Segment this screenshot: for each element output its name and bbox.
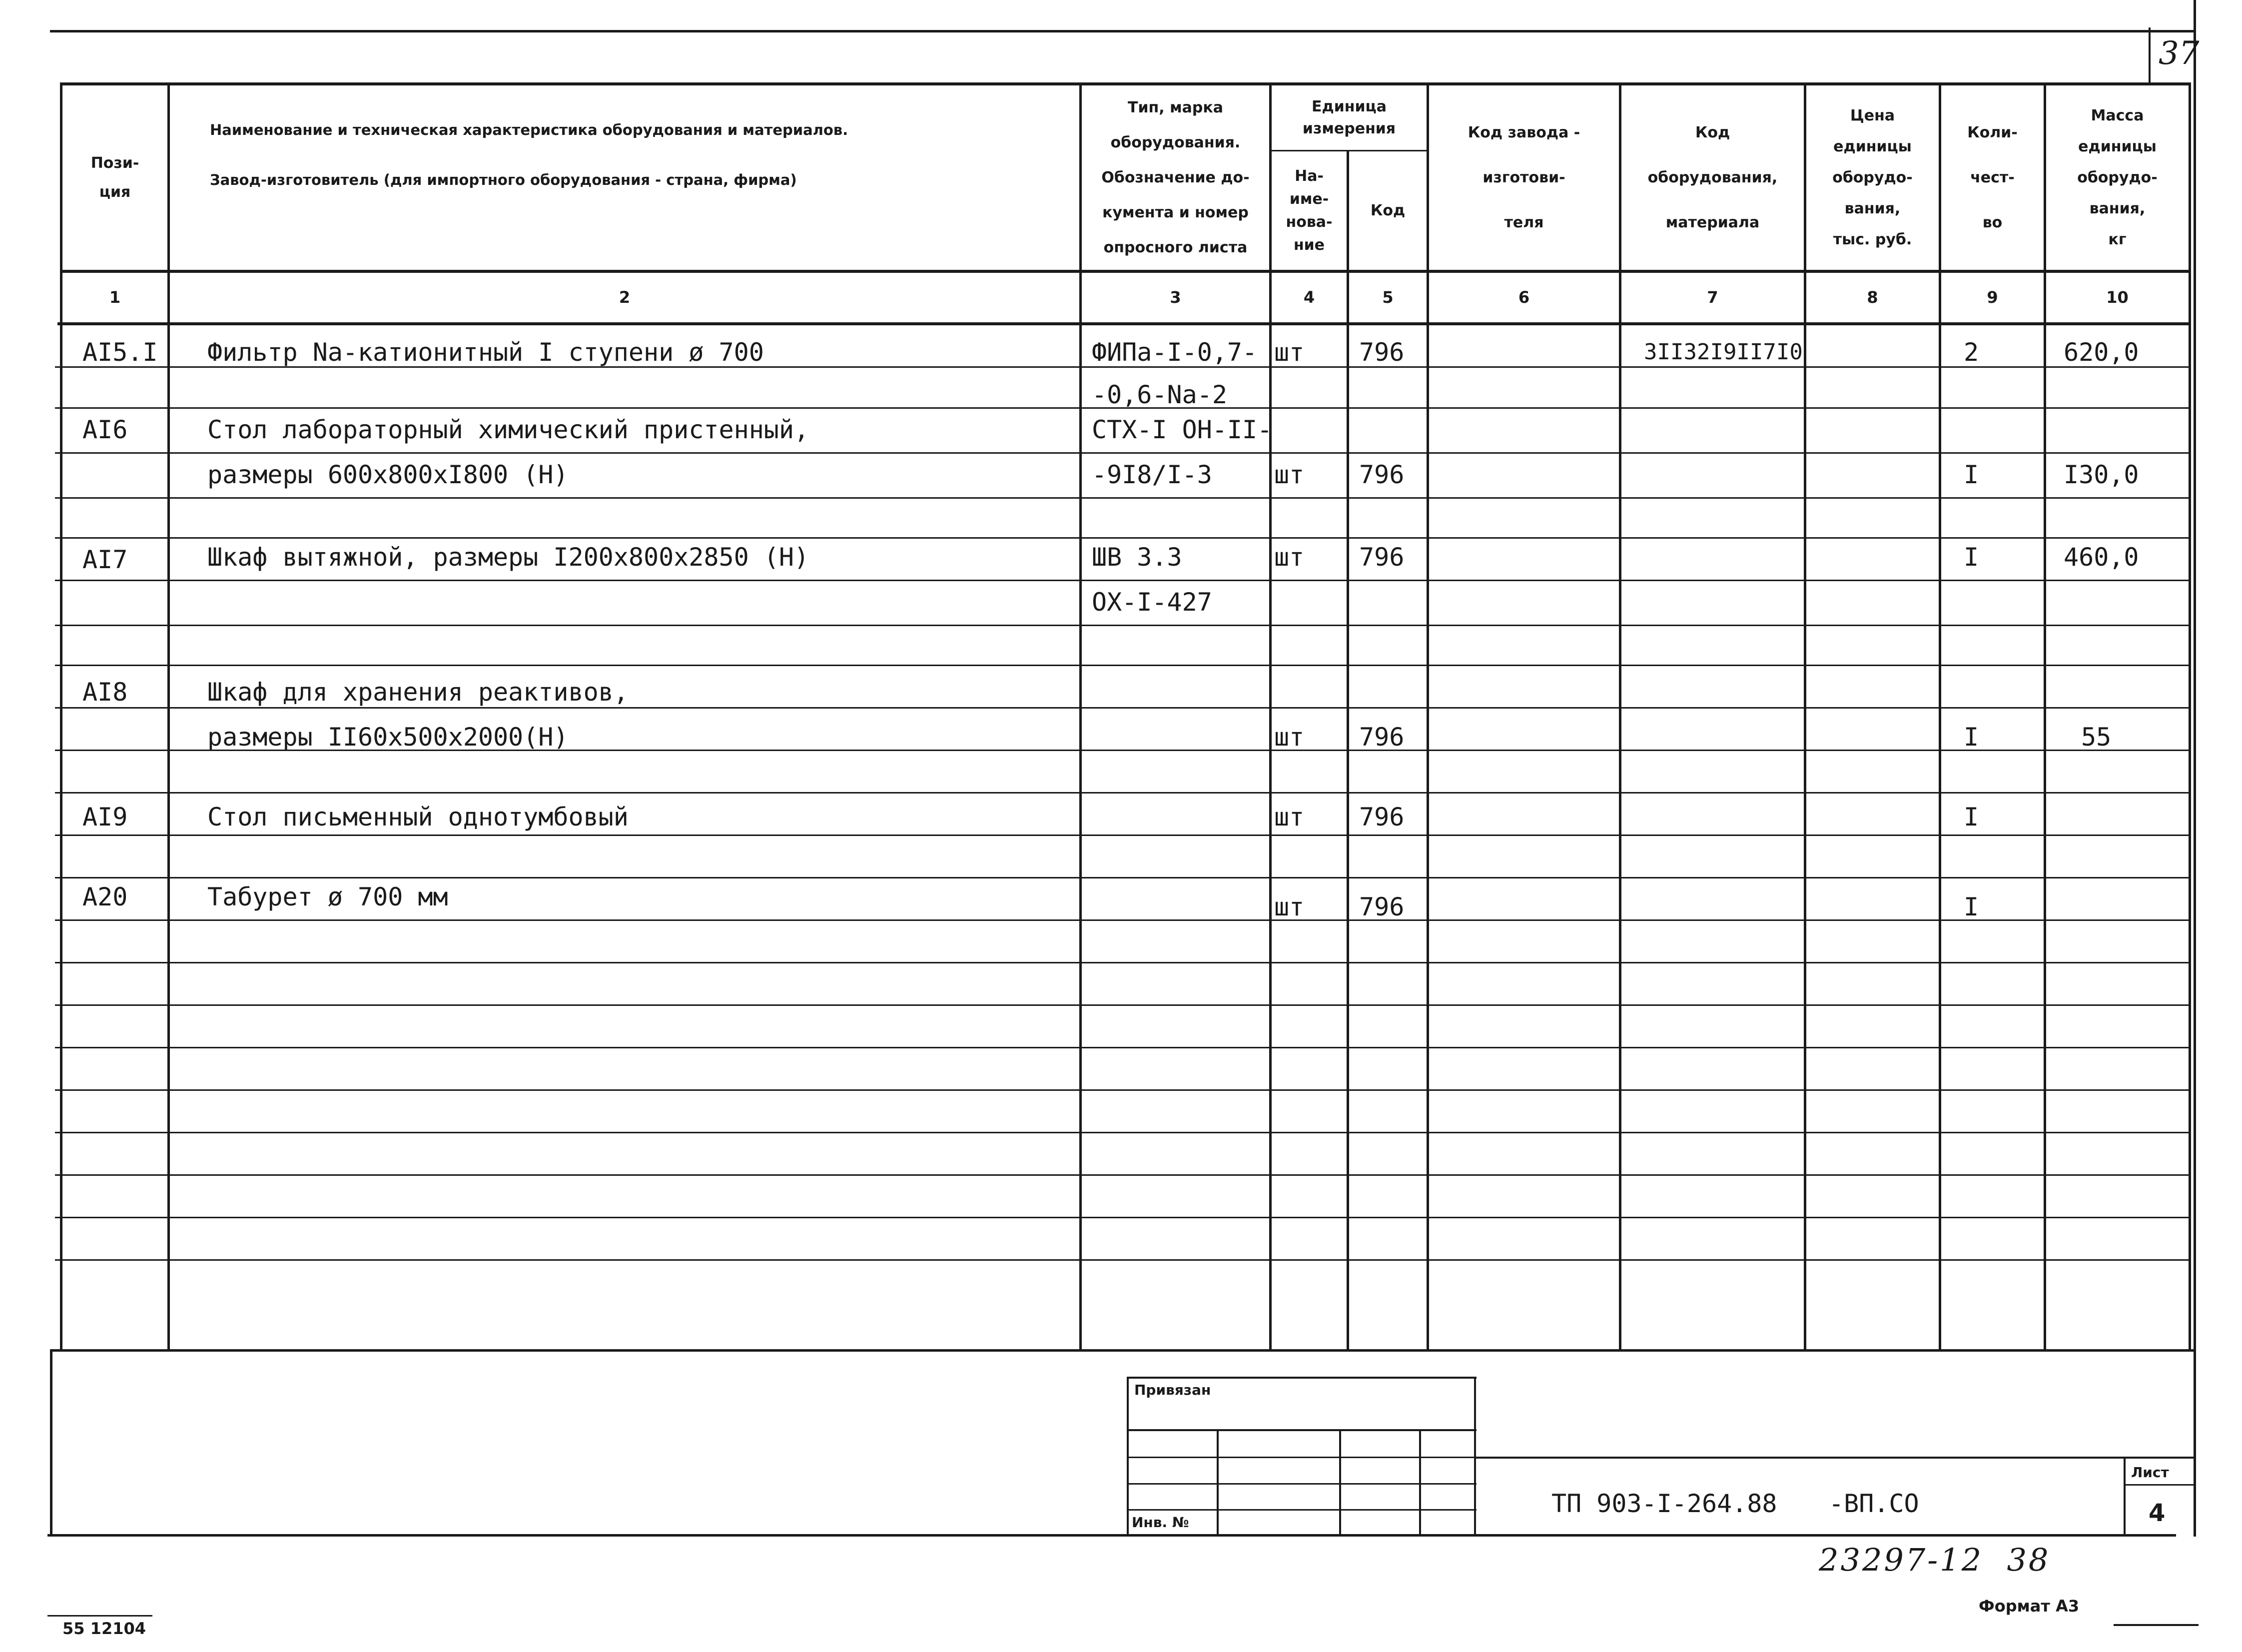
column-number: 10: [2106, 288, 2129, 307]
row-type: ШВ 3.3: [1092, 543, 1182, 572]
column-number: 5: [1382, 288, 1394, 307]
doc-code: ТП 903-I-264.88: [1551, 1489, 1777, 1518]
doc-suffix: -ВП.СО: [1829, 1489, 1919, 1518]
row-name: Фильтр Na-катионитный I ступени ø 700: [207, 338, 764, 367]
column-number: 9: [1987, 288, 1998, 307]
row-quantity: I: [1964, 723, 1979, 752]
row-position: AI8: [82, 678, 128, 707]
row-type: -0,6-Na-2: [1092, 380, 1227, 409]
column-number: 3: [1170, 288, 1181, 307]
column-number: 2: [619, 288, 631, 307]
row-position: A20: [82, 882, 128, 911]
row-position: AI9: [82, 803, 128, 831]
row-unit-code: 796: [1359, 892, 1405, 921]
row-name: Шкаф вытяжной, размеры I200х800х2850 (Н): [207, 543, 809, 572]
row-type: ОХ-I-427: [1092, 588, 1212, 617]
header-unit-group: Единица измерения: [1302, 97, 1396, 137]
handwritten-code: 23297-12 38: [1819, 1542, 2051, 1578]
left-code: 55 12104: [62, 1619, 146, 1638]
column-number: 1: [109, 288, 121, 307]
row-unit-code: 796: [1359, 338, 1405, 367]
row-name: Стол письменный однотумбовый: [207, 803, 629, 831]
row-quantity: I: [1964, 460, 1979, 489]
header-name: Наименование и техническая характеристика оборудования и материалов. Завод-изготовитель (для импортного оборудования - страна, фирма): [210, 121, 848, 188]
column-number: 8: [1867, 288, 1878, 307]
row-quantity: I: [1964, 892, 1979, 921]
header-quantity: Коли- чест- во: [1967, 123, 2018, 231]
header-unit-name: На- име- нова- ние: [1286, 167, 1333, 254]
row-unit: шт: [1274, 723, 1305, 752]
row-type: ФИПа-I-0,7-: [1092, 338, 1258, 367]
row-name: Табурет ø 700 мм: [207, 882, 448, 911]
header-price: Цена единицы оборудо- вания, тыс. руб.: [1832, 106, 1913, 248]
row-unit: шт: [1274, 892, 1305, 921]
row-name: размеры II60х500х2000(Н): [207, 723, 569, 752]
page-number: 37: [2159, 35, 2200, 72]
format-label: Формат А3: [1979, 1597, 2080, 1616]
inv-label: Инв. №: [1132, 1514, 1189, 1531]
bound-label: Привязан: [1134, 1382, 1211, 1398]
row-position: AI7: [82, 545, 128, 574]
row-unit: шт: [1274, 460, 1305, 489]
row-unit-code: 796: [1359, 543, 1405, 572]
row-mass: 460,0: [2064, 543, 2139, 572]
row-mass: I30,0: [2064, 460, 2139, 489]
row-name: Стол лабораторный химический пристенный,: [207, 415, 809, 444]
header-position: Пози- ция: [90, 154, 139, 201]
row-unit: шт: [1274, 803, 1305, 831]
row-quantity: I: [1964, 543, 1979, 572]
row-unit-code: 796: [1359, 460, 1405, 489]
row-unit: шт: [1274, 543, 1305, 572]
row-quantity: 2: [1964, 338, 1979, 367]
row-quantity: I: [1964, 803, 1979, 831]
row-type: СТХ-I ОН-II-: [1092, 415, 1273, 444]
row-unit-code: 796: [1359, 803, 1405, 831]
row-equip-code: 3II32I9II7I0: [1644, 339, 1803, 365]
column-number: 6: [1518, 288, 1530, 307]
header-equip-code: Код оборудования, материала: [1647, 123, 1778, 231]
row-name: размеры 600х800хI800 (Н): [207, 460, 569, 489]
row-name: Шкаф для хранения реактивов,: [207, 678, 629, 707]
row-unit: шт: [1274, 338, 1305, 367]
header-unit-code: Код: [1370, 201, 1406, 219]
header-type: Тип, марка оборудования. Обозначение до- кумента и номер опросного листа: [1101, 98, 1250, 256]
header-plant-code: Код завода - изготови- теля: [1468, 123, 1580, 231]
header-mass: Масса единицы оборудо- вания, кг: [2077, 106, 2158, 248]
column-number: 4: [1303, 288, 1315, 307]
sheet-value: 4: [2149, 1499, 2166, 1527]
row-type: -9I8/I-3: [1092, 460, 1212, 489]
row-unit-code: 796: [1359, 723, 1405, 752]
row-mass: 55: [2081, 723, 2112, 752]
row-mass: 620,0: [2064, 338, 2139, 367]
row-position: AI6: [82, 415, 128, 444]
column-number: 7: [1707, 288, 1718, 307]
sheet-label: Лист: [2131, 1464, 2169, 1481]
row-position: AI5.I: [82, 338, 158, 367]
